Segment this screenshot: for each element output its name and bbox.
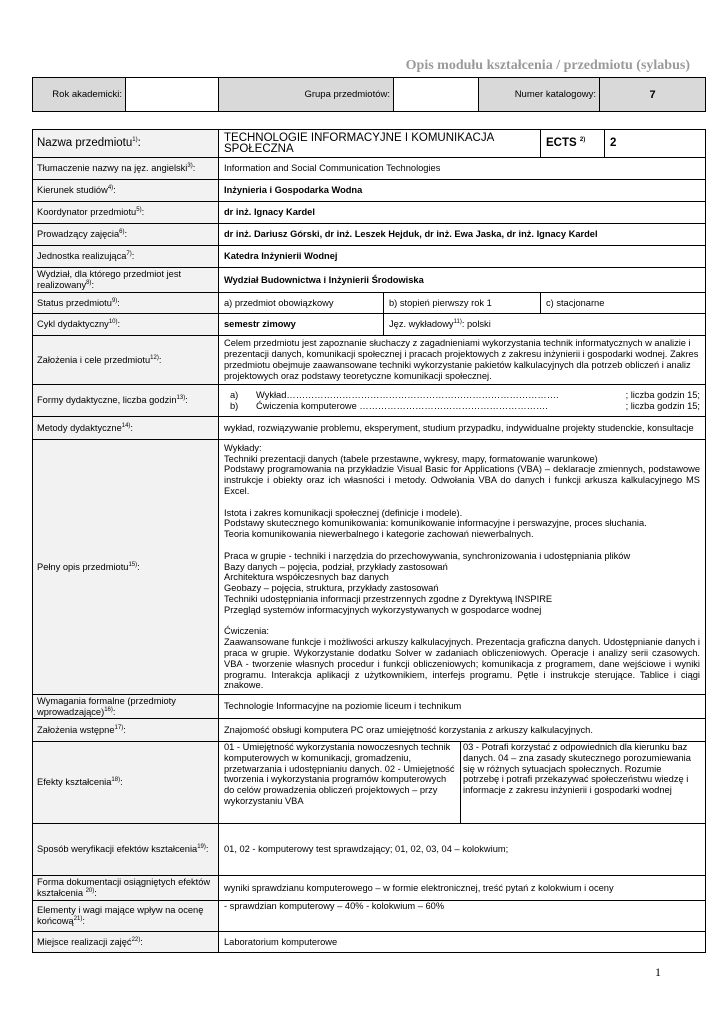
row-dokumentacja [33, 876, 706, 901]
row-zalozenia-cele [33, 336, 706, 385]
dokumentacja-label: Forma dokumentacji osiągniętych efektów kształcenia $^{20)}$: [33, 876, 219, 901]
cykl-value: semestr zimowy [219, 314, 384, 336]
rok-akademicki-value [126, 78, 219, 112]
row-status [33, 293, 706, 314]
wydzial-label: Wydział, dla którego przedmiot jest realizowany$^{8)}$: [33, 268, 219, 293]
forma-cwiczenia: b) Ćwiczenia komputerowe ……………………………………………………. ; liczba godzin 15; [230, 400, 700, 411]
status-b: b) stopień pierwszy rok 1 [384, 293, 541, 314]
row-wymagania [33, 695, 706, 719]
efekty-label: Efekty kształcenia$^{18)}$: [33, 742, 219, 824]
pelny-opis-part4: Zaawansowane funkcje i możliwości arkuszy kalkulacyjnych. Prezentacja graficzna danych. Udostępnianie danych i praca w grupie. Wykorzystanie dodatku Solver w zadaniach obliczeniowych. Operacje i analizy serii czasowych. VBA - tworzenie własnych procedur i funkcji obliczeniowych; komunikacja z programem, dane wejściowe i wyniki programu. Interakcja aplikacji z użytkownikiem, interfejs programu. Pętle i instrukcje sterujące. Tablice i ciągi znakowe. [224, 637, 700, 691]
koordynator-value: dr inż. Ignacy Kardel [219, 202, 706, 224]
rok-akademicki-label: Rok akademicki: [33, 78, 126, 112]
pelny-opis-part3: Istota i zakres komunikacji społecznej (definicje i modele). Podstawy skutecznego komunikowania: komunikowanie informacyjne i perswazyjne, proces słuchania. Teoria komunikowania niewerbalnego i kategorie zachowań niewerbalnych. Praca w grupie - techniki i narzędzia do przechowywania, synchronizowania i udostępniania plików Bazy danych – pojęcia, podział, przykłady zastosowań Architektura współczesnych baz danych Geobazy – pojęcia, struktura, przykłady zastosowań Techniki udostępniania informacji przestrzennych zgodne z Dyrektywą INSPIRE Przegląd systemów informacyjnych wykorzystywanych w gospodarce wodnej Ćwiczenia: [224, 507, 647, 637]
page-header-title: Opis modułu kształcenia / przedmiotu (sylabus) [405, 58, 690, 73]
metody-label: Metody dydaktyczne$^{14)}$: [33, 417, 219, 440]
pelny-opis-part1: Wykłady: Techniki prezentacji danych (tabele przestawne, wykresy, mapy, formatowanie warunkowe) [224, 442, 598, 464]
formy-value [219, 385, 706, 417]
kierunek-value: Inżynieria i Gospodarka Wodna [219, 180, 706, 202]
wymagania-value: Technologie Informacyjne na poziomie liceum i technikum [219, 695, 706, 719]
elementy-label: Elementy i wagi mające wpływ na ocenę końcową$^{21)}$: [33, 901, 219, 932]
cykl-label: Cykl dydaktyczny$^{10)}$: [33, 314, 219, 336]
efekty-left: 01 - Umiejętność wykorzystania nowoczesnych technik komputerowych w komunikacji, gromadzeniu, przetwarzania i udostępnianiu danych. 02 - Umiejętność tworzenia i wykorzystania programów komputerowych do celów prowadzenia obliczeń projektowych – przy wykorzystaniu VBA [219, 742, 461, 824]
miejsce-value: Laboratorium komputerowe [219, 932, 706, 953]
row-cykl [33, 314, 706, 336]
row-pelny-opis [33, 440, 706, 695]
tlumaczenie-label: Tłumaczenie nazwy na jęz. angielski$^{3)}$: [33, 158, 219, 180]
wymagania-label: Wymagania formalne (przedmioty wprowadzające)$^{16)}$: [33, 695, 219, 719]
status-c: c) stacjonarne [541, 293, 706, 314]
row-metody [33, 417, 706, 440]
row-kierunek [33, 180, 706, 202]
page-number: 1 [655, 965, 661, 979]
tlumaczenie-value: Information and Social Communication Technologies [219, 158, 706, 180]
row-koordynator [33, 202, 706, 224]
row-prowadzacy [33, 224, 706, 246]
koordynator-label: Koordynator przedmiotu$^{5)}$: [33, 202, 219, 224]
row-tlumaczenie [33, 158, 706, 180]
zalozenia-wstepne-label: Założenia wstępne$^{17)}$: [33, 719, 219, 742]
prowadzacy-value: dr inż. Dariusz Górski, dr inż. Leszek Hejduk, dr inż. Ewa Jaska, dr inż. Ignacy Kardel [219, 224, 706, 246]
grupa-przedmiotow-label: Grupa przedmiotów: [219, 78, 394, 112]
metody-value: wykład, rozwiązywanie problemu, eksperyment, studium przypadku, indywidualne projekty studenckie, konsultacje [219, 417, 706, 440]
row-elementy [33, 901, 706, 932]
pelny-opis-value [219, 440, 706, 695]
pelny-opis-label: Pełny opis przedmiotu$^{15)}$: [33, 440, 219, 695]
jednostka-value: Katedra Inżynierii Wodnej [219, 246, 706, 268]
zalozenia-wstepne-value: Znajomość obsługi komputera PC oraz umiejętność korzystania z arkuszy kalkulacyjnych. [219, 719, 706, 742]
jednostka-label: Jednostka realizująca$^{7)}$: [33, 246, 219, 268]
nazwa-label: Nazwa przedmiotu$^{1)}$: [33, 130, 219, 158]
nazwa-value: TECHNOLOGIE INFORMACYJNE I KOMUNIKACJA SPOŁECZNA [219, 130, 541, 158]
formy-label: Formy dydaktyczne, liczba godzin$^{13)}$: [33, 385, 219, 417]
status-a: a) przedmiot obowiązkowy [219, 293, 384, 314]
numer-katalogowy-label: Numer katalogowy: [479, 78, 600, 112]
miejsce-label: Miejsce realizacji zajęć$^{22)}$: [33, 932, 219, 953]
ects-value: 2 [605, 130, 706, 158]
dokumentacja-value: wyniki sprawdzianu komputerowego – w formie elektronicznej, treść pytań z kolokwium i oceny [219, 876, 706, 901]
grupa-przedmiotow-value [394, 78, 479, 112]
zalozenia-cele-value: Celem przedmiotu jest zapoznanie słuchaczy z zagadnieniami wykorzystania technik informatycznych w analizie i prezentacji danych, komunikacji społecznej i pracach projektowych z zakresu inżynierii i gospodarki wodnej. Zakres przedmiotu obejmuje zaawansowane techniki wykorzystanie pakietów kalkulacyjnych dla potrzeb obliczeń i analiz projektowych oraz podstawy teoretyczne komunikacji społecznej. [219, 336, 706, 385]
kierunek-label: Kierunek studiów$^{4)}$: [33, 180, 219, 202]
status-label: Status przedmiotu$^{9)}$: [33, 293, 219, 314]
jezyk-wykladowy: Jęz. wykładowy$^{11)}$: polski [384, 314, 706, 336]
efekty-right: 03 - Potrafi korzystać z odpowiednich dla kierunku baz danych. 04 – zna zasady skutecznego porozumiewania się w różnych sytuacjach społecznych. Rozumie potrzebę i potrafi przekazywać społeczeństwu wiedzę i informacje z zakresu inżynierii i gospodarki wodnej [461, 742, 706, 824]
row-jednostka [33, 246, 706, 268]
syllabus-table [32, 129, 706, 953]
row-miejsce [33, 932, 706, 953]
weryfikacja-label: Sposób weryfikacji efektów kształcenia$^{19)}$: [33, 824, 219, 876]
row-zalozenia-wstepne [33, 719, 706, 742]
row-formy [33, 385, 706, 417]
zalozenia-cele-label: Założenia i cele przedmiotu$^{12)}$: [33, 336, 219, 385]
weryfikacja-value: 01, 02 - komputerowy test sprawdzający; 01, 02, 03, 04 – kolokwium; [219, 824, 706, 876]
numer-katalogowy-value: 7 [600, 78, 706, 112]
row-nazwa [33, 130, 706, 158]
row-wydzial [33, 268, 706, 293]
prowadzacy-label: Prowadzący zajęcia$^{6)}$: [33, 224, 219, 246]
elementy-value: - sprawdzian komputerowy – 40% - kolokwium – 60% [219, 901, 706, 932]
top-info-table [32, 77, 706, 112]
wydzial-value: Wydział Budownictwa i Inżynierii Środowiska [219, 268, 706, 293]
row-weryfikacja [33, 824, 706, 876]
row-efekty [33, 742, 706, 824]
ects-label: ECTS $^{2)}$ [541, 130, 605, 158]
forma-wyklad: a) Wykład……………………………………………………………………………. ; liczba godzin 15; [230, 389, 700, 400]
pelny-opis-part2: Podstawy programowania na przykładzie Visual Basic for Applications (VBA) – deklaracje zmiennych, podstawowe instrukcje i obiekty oraz ich własności i metody. Odwołania VBA do danych i funkcji arkusza kalkulacyjnego MS Excel. [224, 464, 700, 497]
